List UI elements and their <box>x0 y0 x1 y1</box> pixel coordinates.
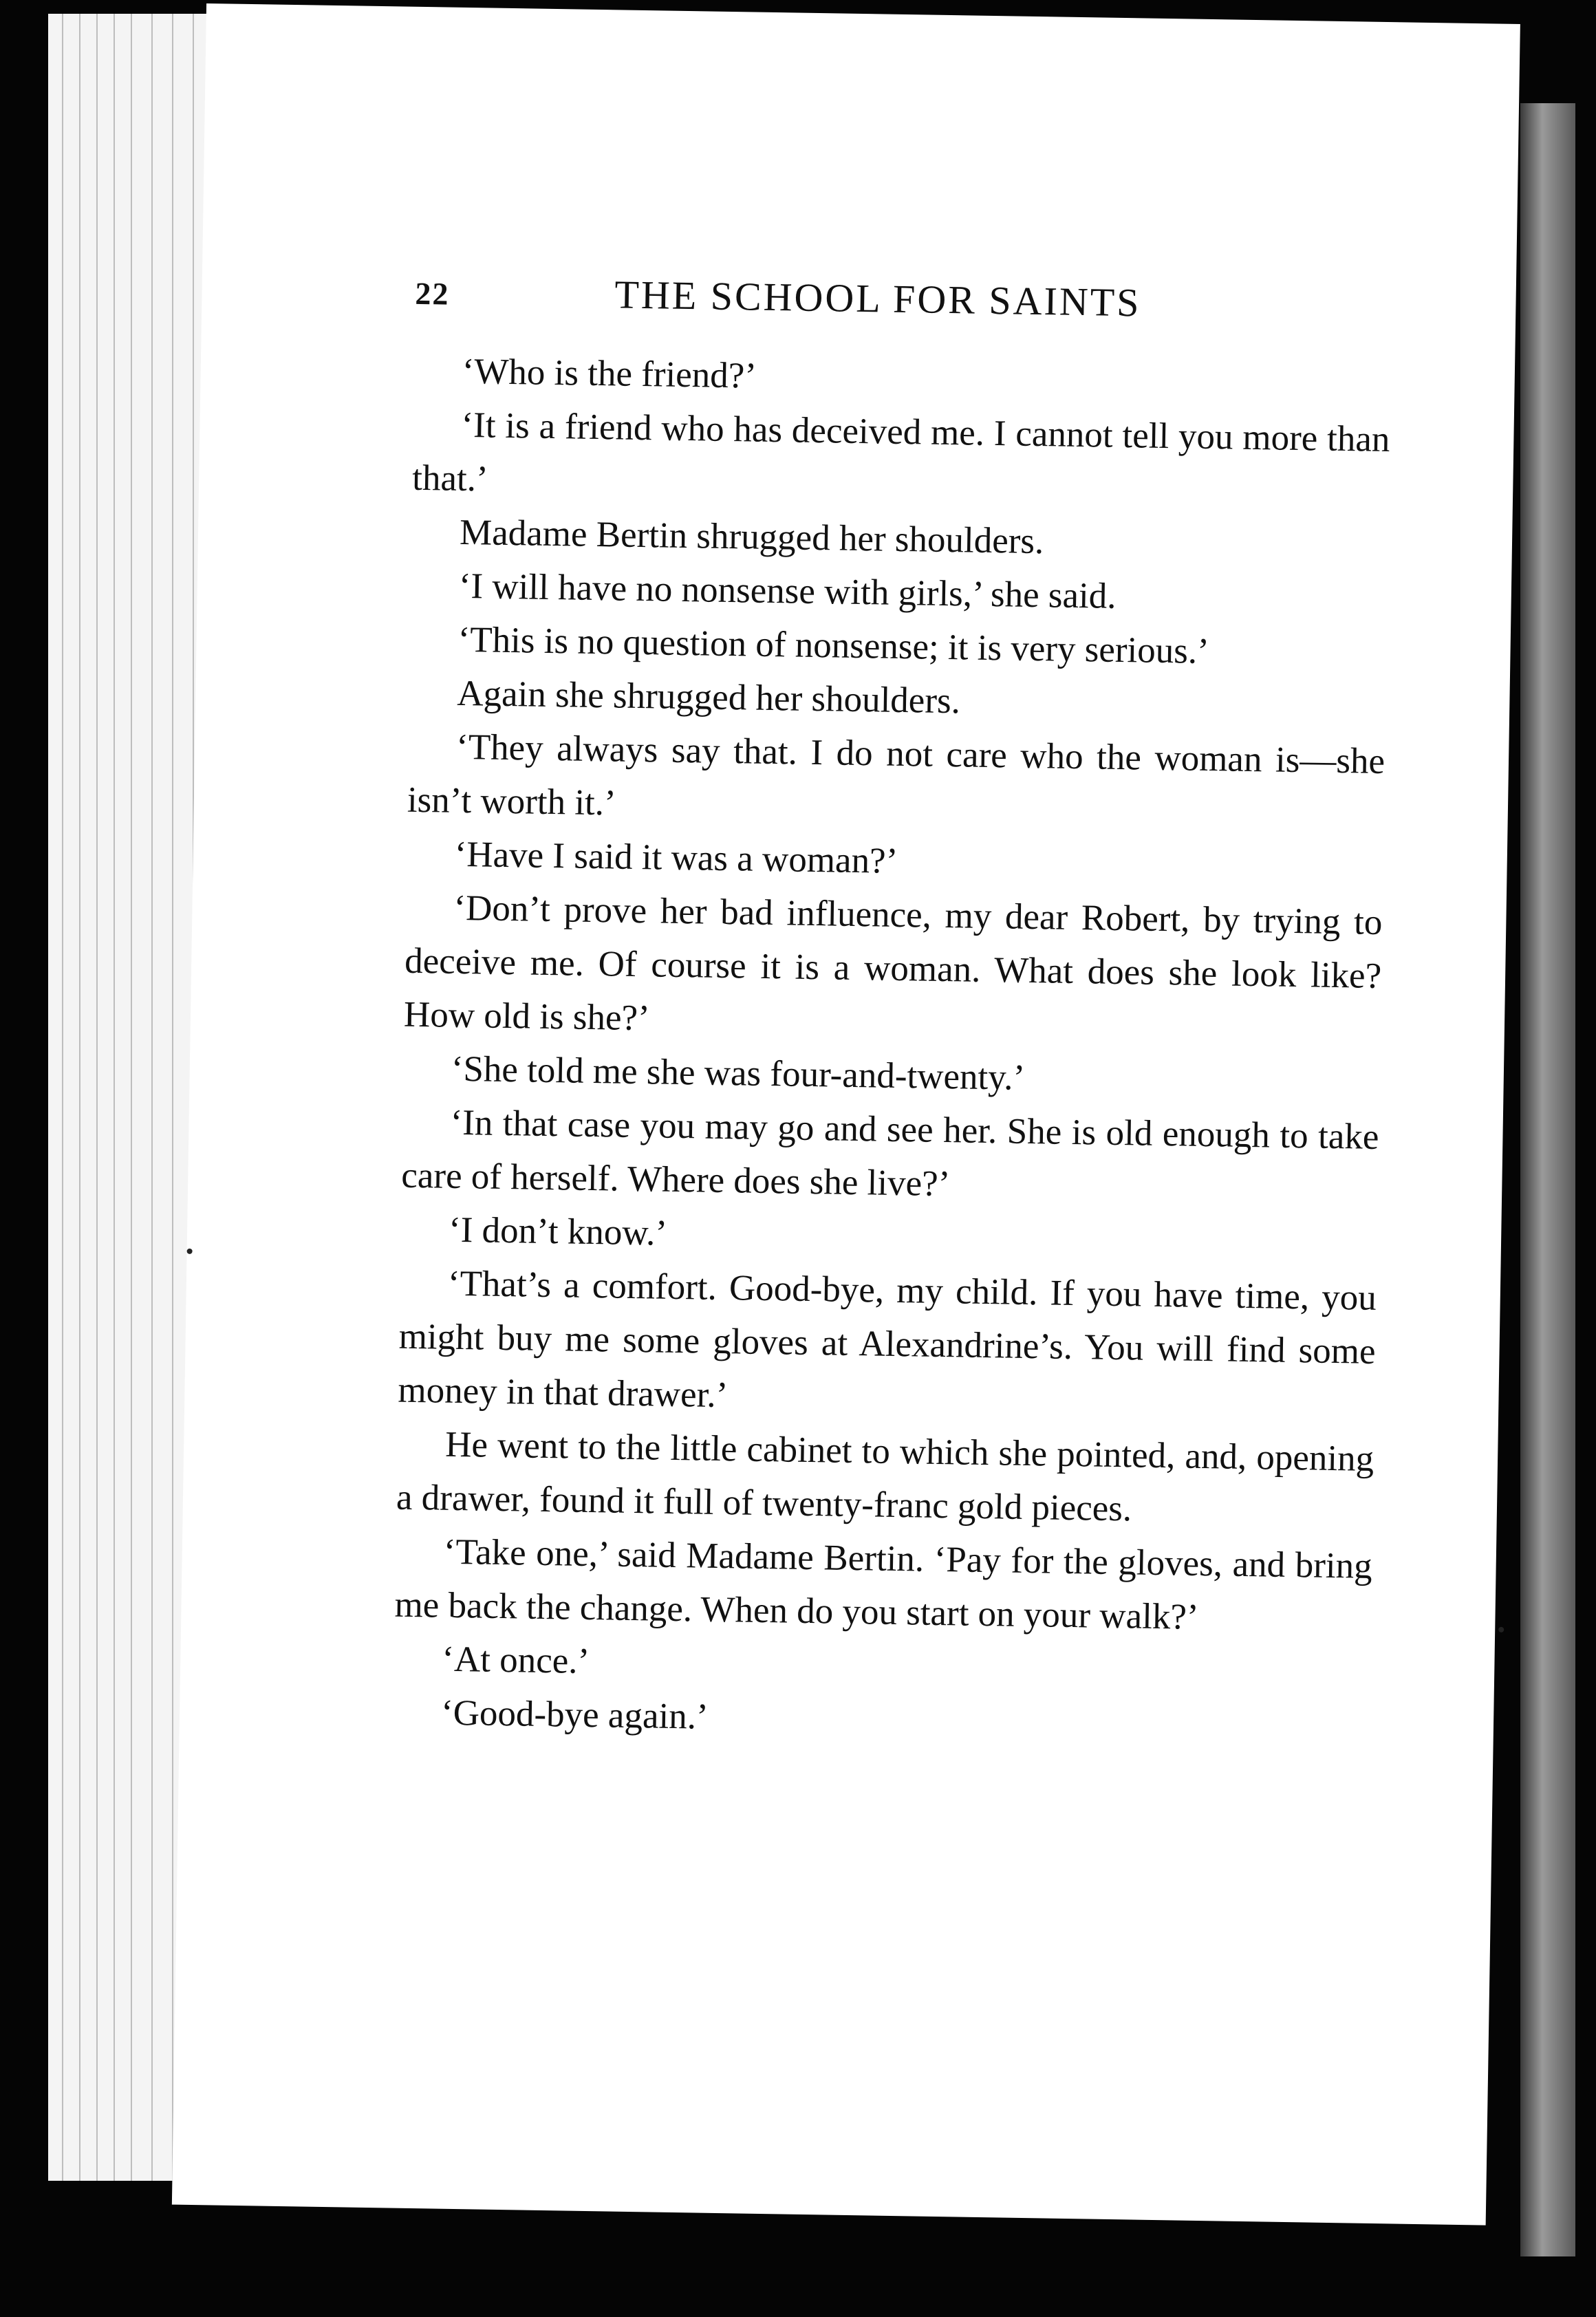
paragraph: ‘She told me she was four-and-twenty.’ <box>451 1048 1026 1098</box>
paragraph: ‘This is no question of nonsense; it is very serious.’ <box>457 619 1210 672</box>
paragraph: ‘They always say that. I do not care who the woman is—she isn’t worth it.’ <box>407 726 1385 823</box>
paragraph: ‘In that case you may go and see her. She is old enough to take care of herself. Where does she live?’ <box>400 1102 1379 1205</box>
paragraph: ‘That’s a comfort. Good-bye, my child. If you have time, you might buy me some gloves at Alexandrine’s. You will find some money in that drawer.’ <box>398 1263 1377 1416</box>
paragraph: ‘I will have no nonsense with girls,’ she said. <box>458 565 1117 616</box>
paragraph: ‘Don’t prove her bad influence, my dear Robert, by trying to deceive me. Of course it is a woman. What does she look like? How old is she?’ <box>403 887 1383 1039</box>
paragraph: Again she shrugged her shoulders. <box>456 673 961 722</box>
paragraph: ‘Good-bye again.’ <box>440 1692 709 1737</box>
paragraph: ‘Take one,’ said Madame Bertin. ‘Pay for the gloves, and bring me back the change. When do you start on your walk?’ <box>394 1531 1373 1637</box>
paragraph: ‘Have I said it was a woman?’ <box>454 834 898 881</box>
paragraph: He went to the little cabinet to which she pointed, and, opening a drawer, found it full of twenty-franc gold pieces. <box>396 1424 1374 1529</box>
speck <box>187 1249 193 1254</box>
paragraph: ‘At once.’ <box>441 1639 590 1682</box>
paragraph: ‘I don’t know.’ <box>448 1209 668 1253</box>
page-number: 22 <box>415 275 450 312</box>
book-page <box>172 3 1520 2226</box>
paragraph: ‘It is a friend who has deceived me. I cannot tell you more than that.’ <box>411 405 1390 499</box>
book-gutter-shadow <box>1520 103 1575 2256</box>
paragraph: ‘Who is the friend?’ <box>462 351 757 396</box>
paragraph: Madame Bertin shrugged her shoulders. <box>459 512 1044 562</box>
running-head <box>415 268 1392 345</box>
speck <box>1498 1627 1504 1632</box>
book-title: THE SCHOOL FOR SAINTS <box>614 272 1141 325</box>
page-content <box>393 268 1392 1754</box>
